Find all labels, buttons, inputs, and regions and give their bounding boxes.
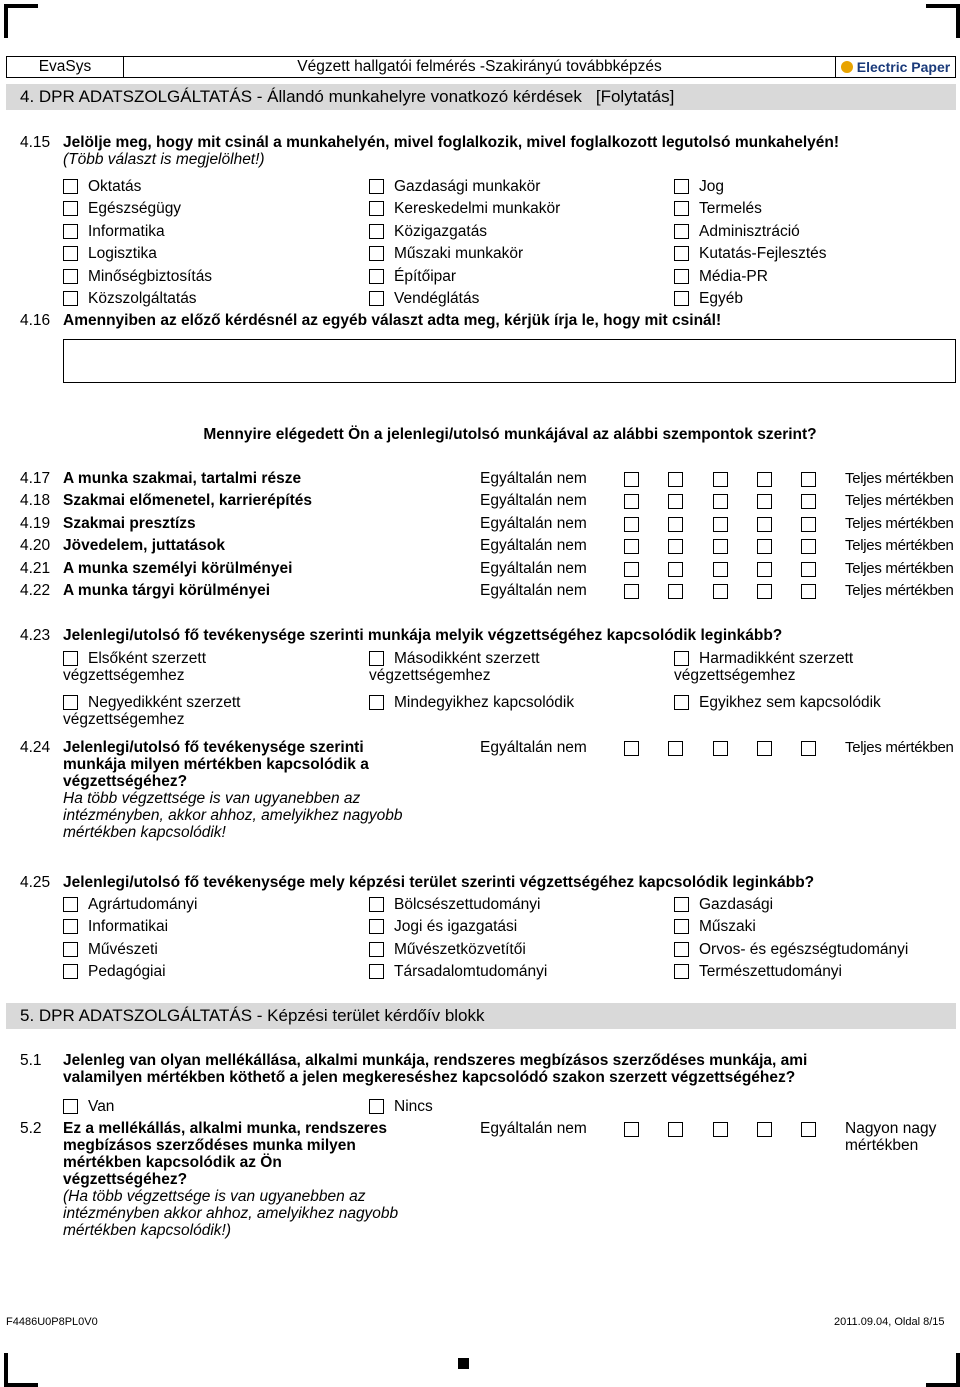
q425-option[interactable] bbox=[674, 918, 756, 938]
section-5-title: 5. DPR ADATSZOLGÁLTATÁS - Képzési terület kérdőív blokk bbox=[20, 1006, 485, 1025]
q425-option[interactable] bbox=[369, 963, 547, 983]
scale-item-scale-checkbox[interactable] bbox=[801, 494, 816, 509]
page-header bbox=[6, 56, 956, 78]
corner-mark-bottom-right bbox=[926, 1353, 960, 1387]
q52-line-3: mértékben kapcsolódik az Ön bbox=[63, 1154, 282, 1171]
q423-number: 4.23 bbox=[20, 627, 51, 644]
q415-option[interactable] bbox=[369, 245, 523, 265]
q425-option-label: Agrártudományi bbox=[88, 896, 198, 913]
q51-option-label: Van bbox=[88, 1098, 115, 1115]
q424-scale-checkbox[interactable] bbox=[624, 741, 639, 756]
q415-option-label: Közszolgáltatás bbox=[88, 290, 197, 307]
q423-option-label-line-2: végzettségemhez bbox=[674, 667, 796, 684]
q415-option[interactable] bbox=[63, 178, 141, 198]
satisfaction-intro: Mennyire elégedett Ön a jelenlegi/utolsó munkájával az alábbi szempontok szerint? bbox=[203, 426, 817, 443]
q416-text-field[interactable] bbox=[63, 339, 956, 383]
q423-option[interactable] bbox=[63, 694, 241, 728]
q51-option[interactable] bbox=[63, 1098, 114, 1118]
q425-number: 4.25 bbox=[20, 874, 51, 891]
q425-option[interactable] bbox=[674, 963, 842, 983]
checkbox[interactable] bbox=[63, 695, 78, 710]
q424-line-1: Jelenlegi/utolsó fő tevékenysége szerinti bbox=[63, 739, 364, 756]
corner-mark-bottom-left bbox=[4, 1353, 38, 1387]
q425-option[interactable] bbox=[369, 896, 540, 916]
q415-option-label: Jog bbox=[699, 178, 724, 195]
q415-option[interactable] bbox=[63, 245, 157, 265]
q415-option[interactable] bbox=[369, 290, 479, 310]
scale-item-scale-checkbox[interactable] bbox=[801, 539, 816, 554]
q425-option-label: Művészeti bbox=[88, 940, 158, 958]
scale-item-number: 4.20 bbox=[20, 537, 51, 555]
q423-option[interactable] bbox=[63, 650, 206, 684]
q415-option-label: Közigazgatás bbox=[394, 222, 488, 240]
checkbox[interactable] bbox=[63, 964, 78, 979]
section-5-header bbox=[6, 1003, 956, 1029]
q51-line-1: Jelenleg van olyan mellékállása, alkalmi munkája, rendszeres megbízásos szerződéses munkája, ami bbox=[63, 1052, 808, 1069]
q52-note-3: mértékben kapcsolódik!) bbox=[63, 1222, 231, 1239]
q423-option-label bbox=[63, 650, 207, 684]
checkbox[interactable] bbox=[674, 246, 689, 261]
corner-mark-top-right-block bbox=[932, 10, 938, 16]
checkbox[interactable] bbox=[369, 224, 384, 239]
q52-line-4: végzettségéhez? bbox=[63, 1171, 188, 1188]
q424-scale-right-label: Teljes mértékben bbox=[845, 739, 954, 756]
q425-option[interactable] bbox=[674, 896, 773, 916]
checkbox[interactable] bbox=[63, 942, 78, 957]
checkbox[interactable] bbox=[369, 964, 384, 979]
scale-right-label: Teljes mértékben bbox=[845, 514, 954, 532]
scale-item-number: 4.21 bbox=[20, 559, 51, 577]
q424-scale-checkbox[interactable] bbox=[668, 741, 683, 756]
scale-item-scale-checkbox[interactable] bbox=[713, 494, 728, 509]
q423-option[interactable] bbox=[369, 694, 574, 711]
q424-line-2: munkája milyen mértékben kapcsolódik a bbox=[63, 756, 369, 773]
scale-item-scale-checkbox[interactable] bbox=[713, 517, 728, 532]
scale-item-number: 4.17 bbox=[20, 470, 51, 487]
q52-scale-checkbox[interactable] bbox=[757, 1122, 772, 1137]
q415-option[interactable] bbox=[369, 223, 487, 243]
q52-note-2: intézményben akkor ahhoz, amelyikhez nagyobb bbox=[63, 1205, 399, 1222]
q424-note-3: mértékben kapcsolódik! bbox=[63, 824, 226, 841]
checkbox[interactable] bbox=[369, 179, 384, 194]
checkbox[interactable] bbox=[369, 897, 384, 912]
q415-option[interactable] bbox=[63, 290, 197, 310]
header-center bbox=[124, 56, 836, 78]
q425-option[interactable] bbox=[63, 963, 166, 983]
scale-item-text: A munka személyi körülményei bbox=[63, 559, 293, 577]
q415-option-label: Adminisztráció bbox=[699, 222, 800, 240]
scale-item-scale-checkbox[interactable] bbox=[668, 539, 683, 554]
q424-note-2: intézményben, akkor ahhoz, amelyikhez nagyobb bbox=[63, 807, 403, 824]
q415-option[interactable] bbox=[63, 200, 181, 220]
q52-scale-left-label: Egyáltalán nem bbox=[480, 1120, 587, 1137]
checkbox[interactable] bbox=[63, 224, 78, 239]
checkbox[interactable] bbox=[369, 246, 384, 261]
scale-item-scale-checkbox[interactable] bbox=[713, 539, 728, 554]
checkbox[interactable] bbox=[63, 1099, 78, 1114]
q415-option-label: Építőipar bbox=[394, 267, 457, 285]
scale-left-label: Egyáltalán nem bbox=[480, 582, 587, 599]
q415-option[interactable] bbox=[674, 245, 827, 265]
q425-option[interactable] bbox=[63, 896, 197, 916]
scale-item-scale-checkbox[interactable] bbox=[713, 584, 728, 599]
scale-item-scale-checkbox[interactable] bbox=[668, 584, 683, 599]
q415-option-label: Informatika bbox=[88, 222, 165, 240]
scale-item-text: A munka tárgyi körülményei bbox=[63, 582, 271, 599]
scale-right-label: Teljes mértékben bbox=[845, 537, 954, 555]
q425-option[interactable] bbox=[63, 941, 158, 961]
q423-option-label-line-1: Negyedikként szerzett bbox=[88, 694, 241, 711]
q425-option-label: Jogi és igazgatási bbox=[394, 918, 518, 936]
q424-scale-left-label: Egyáltalán nem bbox=[480, 739, 587, 756]
q415-option[interactable] bbox=[369, 268, 456, 288]
q423-option-label-line-1: Egyikhez sem kapcsolódik bbox=[699, 694, 881, 711]
q415-text bbox=[63, 134, 953, 168]
q415-option-label: Egészségügy bbox=[88, 200, 182, 218]
q52-scale-checkbox[interactable] bbox=[713, 1122, 728, 1137]
scale-item-number: 4.22 bbox=[20, 582, 51, 599]
checkbox[interactable] bbox=[674, 201, 689, 216]
scale-item-scale-checkbox[interactable] bbox=[757, 494, 772, 509]
q423-option-label bbox=[369, 650, 540, 684]
scale-item-number: 4.18 bbox=[20, 492, 51, 510]
scale-item-scale-checkbox[interactable] bbox=[624, 517, 639, 532]
corner-mark-top-left bbox=[4, 4, 38, 38]
q424-note-1: Ha több végzettsége is van ugyanebben az bbox=[63, 790, 361, 807]
checkbox[interactable] bbox=[369, 942, 384, 957]
q415-option-label: Kereskedelmi munkakör bbox=[394, 200, 561, 218]
header-logo-text: Electric Paper bbox=[856, 59, 951, 75]
q52-number: 5.2 bbox=[20, 1120, 42, 1137]
scale-item-text: Szakmai presztízs bbox=[63, 514, 196, 532]
q423-option-label bbox=[394, 694, 574, 711]
q415-option[interactable] bbox=[674, 200, 762, 220]
q425-option-label: Pedagógiai bbox=[88, 963, 166, 981]
scale-item-scale-checkbox[interactable] bbox=[624, 562, 639, 577]
scale-item-text: Szakmai előmenetel, karrierépítés bbox=[63, 492, 312, 510]
q423-option-label-line-2: végzettségemhez bbox=[63, 711, 185, 728]
scale-item-scale-checkbox[interactable] bbox=[801, 562, 816, 577]
q415-question: Jelölje meg, hogy mit csinál a munkahelyén, mivel foglalkozik, mivel foglalkozott legutolsó munkahelyén! bbox=[63, 134, 840, 151]
scale-item-scale-checkbox[interactable] bbox=[757, 562, 772, 577]
q423-option-label bbox=[63, 694, 241, 728]
q425-option-label: Bölcsészettudományi bbox=[394, 896, 541, 913]
header-logo bbox=[836, 56, 956, 78]
q415-option[interactable] bbox=[369, 200, 560, 220]
checkbox[interactable] bbox=[369, 269, 384, 284]
header-app-name: EvaSys bbox=[38, 58, 92, 75]
checkbox[interactable] bbox=[674, 269, 689, 284]
q415-option-label: Gazdasági munkakör bbox=[394, 178, 541, 195]
q415-option[interactable] bbox=[63, 268, 212, 288]
scale-left-label: Egyáltalán nem bbox=[480, 514, 587, 532]
q415-option-label: Kutatás-Fejlesztés bbox=[699, 245, 827, 263]
checkbox[interactable] bbox=[369, 1099, 384, 1114]
q415-option[interactable] bbox=[369, 178, 540, 198]
q425-option-label: Gazdasági bbox=[699, 896, 774, 913]
q52-scale-checkbox[interactable] bbox=[624, 1122, 639, 1137]
q425-option-label: Művészetközvetítői bbox=[394, 940, 526, 958]
scale-item-scale-checkbox[interactable] bbox=[713, 472, 728, 487]
checkbox[interactable] bbox=[674, 942, 689, 957]
q423-option-label-line-1: Mindegyikhez kapcsolódik bbox=[394, 694, 575, 711]
checkbox[interactable] bbox=[63, 919, 78, 934]
scale-item-scale-checkbox[interactable] bbox=[757, 584, 772, 599]
scale-item-scale-checkbox[interactable] bbox=[668, 494, 683, 509]
q423-text: Jelenlegi/utolsó fő tevékenysége szerinti munkája melyik végzettségéhez kapcsolódik leginkább? bbox=[63, 627, 783, 644]
q415-option[interactable] bbox=[674, 178, 724, 198]
checkbox[interactable] bbox=[674, 651, 689, 666]
q425-option-label: Természettudományi bbox=[699, 963, 843, 981]
q424-scale-checkbox[interactable] bbox=[757, 741, 772, 756]
q423-option-label-line-2: végzettségemhez bbox=[369, 667, 491, 684]
q424-number: 4.24 bbox=[20, 739, 51, 756]
q51-text bbox=[63, 1052, 953, 1086]
section-4-header bbox=[6, 84, 956, 110]
q415-option-label: Vendéglátás bbox=[394, 290, 480, 307]
footer-date-page: 2011.09.04, Oldal 8/15 bbox=[834, 1316, 945, 1328]
q425-option[interactable] bbox=[369, 918, 517, 938]
scale-item-scale-checkbox[interactable] bbox=[624, 539, 639, 554]
checkbox[interactable] bbox=[369, 919, 384, 934]
q416-text: Amennyiben az előző kérdésnél az egyéb választ adta meg, kérjük írja le, hogy mit csinál! bbox=[63, 312, 722, 329]
scale-item-scale-checkbox[interactable] bbox=[624, 494, 639, 509]
q423-option-label-line-2: végzettségemhez bbox=[63, 667, 185, 684]
checkbox[interactable] bbox=[674, 291, 689, 306]
q425-option-label: Műszaki bbox=[699, 918, 756, 936]
scale-item-text: A munka szakmai, tartalmi része bbox=[63, 470, 302, 487]
header-survey-title: Végzett hallgatói felmérés -Szakirányú továbbképzés bbox=[297, 58, 662, 75]
scale-left-label: Egyáltalán nem bbox=[480, 470, 587, 487]
scale-item-scale-checkbox[interactable] bbox=[801, 584, 816, 599]
footer-form-code: F4486U0P8PL0V0 bbox=[6, 1316, 98, 1328]
q425-option-label: Informatikai bbox=[88, 918, 169, 936]
q423-option-label-line-1: Elsőként szerzett bbox=[88, 650, 207, 667]
scale-right-label: Teljes mértékben bbox=[845, 470, 954, 487]
checkbox[interactable] bbox=[63, 246, 78, 261]
scale-left-label: Egyáltalán nem bbox=[480, 537, 587, 555]
scale-right-label: Teljes mértékben bbox=[845, 492, 954, 510]
q415-option-label: Műszaki munkakör bbox=[394, 245, 524, 263]
checkbox[interactable] bbox=[369, 695, 384, 710]
q415-option-label: Termelés bbox=[699, 200, 762, 218]
q51-number: 5.1 bbox=[20, 1052, 42, 1069]
checkbox[interactable] bbox=[63, 897, 78, 912]
scale-item-scale-checkbox[interactable] bbox=[757, 517, 772, 532]
scale-item-text: Jövedelem, juttatások bbox=[63, 537, 225, 555]
electric-paper-logo-icon bbox=[841, 61, 853, 73]
scale-left-label: Egyáltalán nem bbox=[480, 559, 587, 577]
scale-item-scale-checkbox[interactable] bbox=[801, 517, 816, 532]
scale-item-scale-checkbox[interactable] bbox=[801, 472, 816, 487]
scale-item-scale-checkbox[interactable] bbox=[713, 562, 728, 577]
checkbox[interactable] bbox=[63, 201, 78, 216]
q423-option-label-line-1: Harmadikként szerzett bbox=[699, 650, 854, 667]
checkbox[interactable] bbox=[674, 179, 689, 194]
q425-option[interactable] bbox=[63, 918, 168, 938]
checkbox[interactable] bbox=[63, 269, 78, 284]
header-left bbox=[6, 56, 124, 78]
checkbox[interactable] bbox=[674, 964, 689, 979]
q423-option[interactable] bbox=[674, 650, 853, 684]
q415-option-label: Média-PR bbox=[699, 267, 768, 285]
q52-scale-checkbox[interactable] bbox=[668, 1122, 683, 1137]
q52-note-1: (Ha több végzettsége is van ugyanebben az bbox=[63, 1188, 366, 1205]
q52-scale-right-line-1: Nagyon nagy bbox=[845, 1120, 937, 1137]
checkbox[interactable] bbox=[63, 291, 78, 306]
checkbox[interactable] bbox=[369, 651, 384, 666]
q415-note: (Több választ is megjelölhet!) bbox=[63, 151, 265, 168]
q424-line-3: végzettségéhez? bbox=[63, 773, 188, 790]
scale-item-scale-checkbox[interactable] bbox=[624, 584, 639, 599]
q416-number: 4.16 bbox=[20, 312, 51, 329]
q52-scale-right-line-2: mértékben bbox=[845, 1137, 919, 1154]
checkbox[interactable] bbox=[369, 201, 384, 216]
scale-item-scale-checkbox[interactable] bbox=[668, 562, 683, 577]
q424-text bbox=[63, 739, 463, 841]
q415-option-label: Minőségbiztosítás bbox=[88, 267, 213, 285]
q51-option-label: Nincs bbox=[394, 1098, 433, 1115]
scale-left-label: Egyáltalán nem bbox=[480, 492, 587, 510]
q423-option[interactable] bbox=[674, 694, 881, 711]
checkbox[interactable] bbox=[674, 695, 689, 710]
q415-option-label: Oktatás bbox=[88, 178, 142, 195]
q52-line-1: Ez a mellékállás, alkalmi munka, rendszeres bbox=[63, 1120, 387, 1137]
checkbox[interactable] bbox=[674, 224, 689, 239]
q415-option-label: Logisztika bbox=[88, 245, 157, 263]
q425-option-label: Társadalomtudományi bbox=[394, 963, 548, 981]
scale-right-label: Teljes mértékben bbox=[845, 559, 954, 577]
q415-option[interactable] bbox=[674, 290, 743, 310]
checkbox[interactable] bbox=[63, 651, 78, 666]
q424-scale-checkbox[interactable] bbox=[801, 741, 816, 756]
checkbox[interactable] bbox=[674, 897, 689, 912]
section-4-title: 4. DPR ADATSZOLGÁLTATÁS - Állandó munkahelyre vonatkozó kérdések bbox=[20, 87, 582, 106]
scale-item-scale-checkbox[interactable] bbox=[757, 539, 772, 554]
checkbox[interactable] bbox=[369, 291, 384, 306]
scale-item-scale-checkbox[interactable] bbox=[624, 472, 639, 487]
checkbox[interactable] bbox=[63, 179, 78, 194]
scale-right-label: Teljes mértékben bbox=[845, 582, 954, 599]
q423-option[interactable] bbox=[369, 650, 540, 684]
scale-item-scale-checkbox[interactable] bbox=[668, 517, 683, 532]
q52-scale-checkbox[interactable] bbox=[801, 1122, 816, 1137]
scale-item-scale-checkbox[interactable] bbox=[668, 472, 683, 487]
scale-item-number: 4.19 bbox=[20, 514, 51, 532]
q425-option[interactable] bbox=[674, 941, 908, 961]
q415-option[interactable] bbox=[674, 223, 800, 243]
q415-option[interactable] bbox=[63, 223, 165, 243]
q423-option-label bbox=[674, 650, 854, 684]
q425-option-label: Orvos- és egészségtudományi bbox=[699, 940, 909, 958]
checkbox[interactable] bbox=[674, 919, 689, 934]
q415-option-label: Egyéb bbox=[699, 290, 743, 307]
q423-option-label-line-1: Másodikként szerzett bbox=[394, 650, 540, 667]
scale-item-scale-checkbox[interactable] bbox=[757, 472, 772, 487]
q425-option[interactable] bbox=[369, 941, 526, 961]
q51-line-2: valamilyen mértékben köthető a jelen megkereséshez kapcsolódó szakon szerzett végzettségéhez? bbox=[63, 1069, 796, 1086]
q51-option[interactable] bbox=[369, 1098, 433, 1118]
q425-text: Jelenlegi/utolsó fő tevékenysége mely képzési terület szerinti végzettségéhez kapcsolódik leginkább? bbox=[63, 874, 815, 891]
q52-line-2: megbízásos szerződéses munka milyen bbox=[63, 1137, 356, 1154]
q423-option-label bbox=[699, 694, 881, 711]
q52-text bbox=[63, 1120, 463, 1239]
q415-option[interactable] bbox=[674, 268, 768, 288]
section-4-continued: [Folytatás] bbox=[595, 87, 675, 106]
q415-number: 4.15 bbox=[20, 134, 51, 151]
q52-scale-right-label bbox=[845, 1120, 936, 1154]
bottom-center-mark bbox=[458, 1358, 469, 1369]
q424-scale-checkbox[interactable] bbox=[713, 741, 728, 756]
